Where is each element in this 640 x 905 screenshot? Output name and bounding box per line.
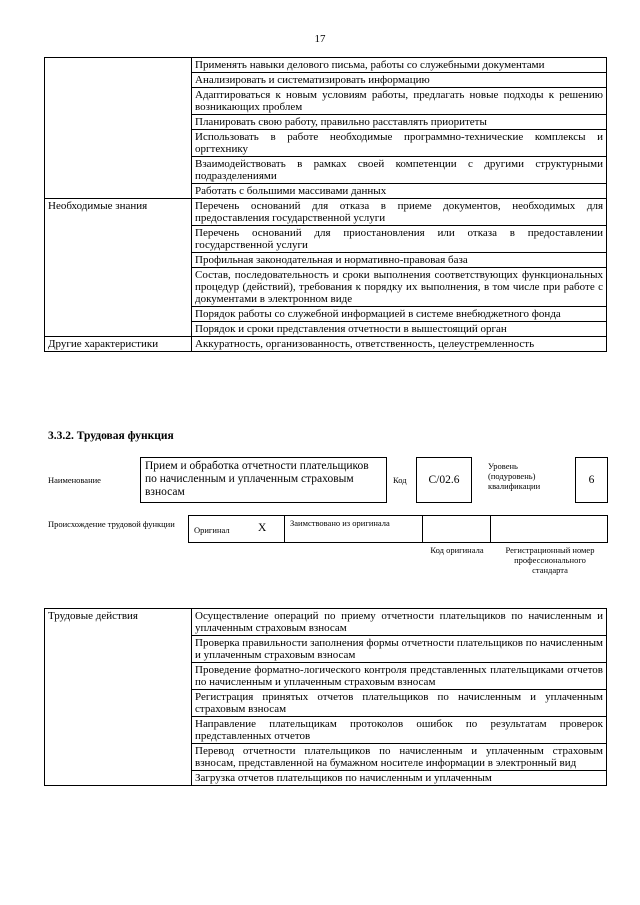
- labor-actions-label: Трудовые действия: [45, 609, 192, 786]
- code-value: С/02.6: [416, 457, 472, 503]
- origin-divider: [490, 515, 491, 543]
- origin-label: Происхождение трудовой функции: [48, 519, 175, 529]
- labor-action-item: Проведение форматно-логического контроля представленных плательщиками отчетов по начисленным и уплаченным страховым взносам: [192, 663, 607, 690]
- table-row: [45, 58, 607, 73]
- labor-action-item: Осуществление операций по приему отчетности плательщиков по начисленным и уплаченным страховым взносам: [192, 609, 607, 636]
- origin-divider: [422, 515, 423, 543]
- function-name-box: Прием и обработка отчетности плательщиков по начисленным и уплаченным страховым взносам: [140, 457, 387, 503]
- other-characteristics-label: Другие характеристики: [45, 337, 192, 352]
- other-characteristics-value: Аккуратность, организованность, ответственность, целеустремленность: [192, 337, 607, 352]
- skill-item: Взаимодействовать в рамках своей компетенции с другими структурными подразделениями: [192, 157, 607, 184]
- skill-item: Адаптироваться к новым условиям работы, предлагать новые подходы к решению возникающих проблем: [192, 88, 607, 115]
- table-row: [45, 609, 607, 636]
- reg-number-caption: Регистрационный номер профессионального стандарта: [505, 545, 595, 575]
- labor-action-item: Перевод отчетности плательщиков по начисленным и уплаченным страховым взносам, представленной на бумажном носителе информации в электронный вид: [192, 744, 607, 771]
- labor-action-item: Загрузка отчетов плательщиков по начисленным и уплаченным: [192, 771, 607, 786]
- original-label: Оригинал: [194, 525, 230, 535]
- skill-item: Планировать свою работу, правильно расставлять приоритеты: [192, 115, 607, 130]
- knowledge-label: Необходимые знания: [45, 199, 192, 337]
- page-number: 17: [314, 33, 326, 45]
- code-caption: Код оригинала: [430, 545, 484, 555]
- original-mark: X: [258, 522, 267, 534]
- knowledge-item: Порядок работы со служебной информацией в системе внебюджетного фонда: [192, 307, 607, 322]
- level-value: 6: [575, 457, 608, 503]
- table-row: [45, 199, 607, 226]
- knowledge-item: Состав, последовательность и сроки выполнения соответствующих функциональных процедур (действий), требования к порядку их выполнения, в том числе при работе с документами в электронном виде: [192, 268, 607, 307]
- skill-item: Работать с большими массивами данных: [192, 184, 607, 199]
- borrowed-label: Заимствовано из оригинала: [290, 518, 390, 528]
- table-row: [45, 337, 607, 352]
- labor-action-item: Регистрация принятых отчетов плательщиков по начисленным и уплаченным страховым взносам: [192, 690, 607, 717]
- knowledge-item: Профильная законодательная и нормативно-правовая база: [192, 253, 607, 268]
- skill-item: Использовать в работе необходимые программно-технические комплексы и оргтехнику: [192, 130, 607, 157]
- labor-action-item: Направление плательщикам протоколов ошибок по результатам проверок представленных отчетов: [192, 717, 607, 744]
- skill-item: Анализировать и систематизировать информацию: [192, 73, 607, 88]
- skills-knowledge-table: [44, 57, 607, 352]
- section-title: 3.3.2. Трудовая функция: [48, 430, 174, 442]
- level-label: Уровень (подуровень) квалификации: [488, 461, 541, 491]
- labor-action-item: Проверка правильности заполнения формы отчетности плательщиков по начисленным и уплаченным страховым взносам: [192, 636, 607, 663]
- skill-item: Применять навыки делового письма, работы со служебными документами: [192, 58, 607, 73]
- skills-label-cell: [45, 58, 192, 199]
- knowledge-item: Перечень оснований для приостановления или отказа в предоставлении государственной услуги: [192, 226, 607, 253]
- knowledge-item: Порядок и сроки представления отчетности в вышестоящий орган: [192, 322, 607, 337]
- code-label: Код: [393, 475, 407, 485]
- name-label: Наименование: [48, 475, 101, 485]
- knowledge-item: Перечень оснований для отказа в приеме документов, необходимых для предоставления государственной услуги: [192, 199, 607, 226]
- origin-divider: [284, 515, 285, 543]
- labor-actions-table: [44, 608, 607, 786]
